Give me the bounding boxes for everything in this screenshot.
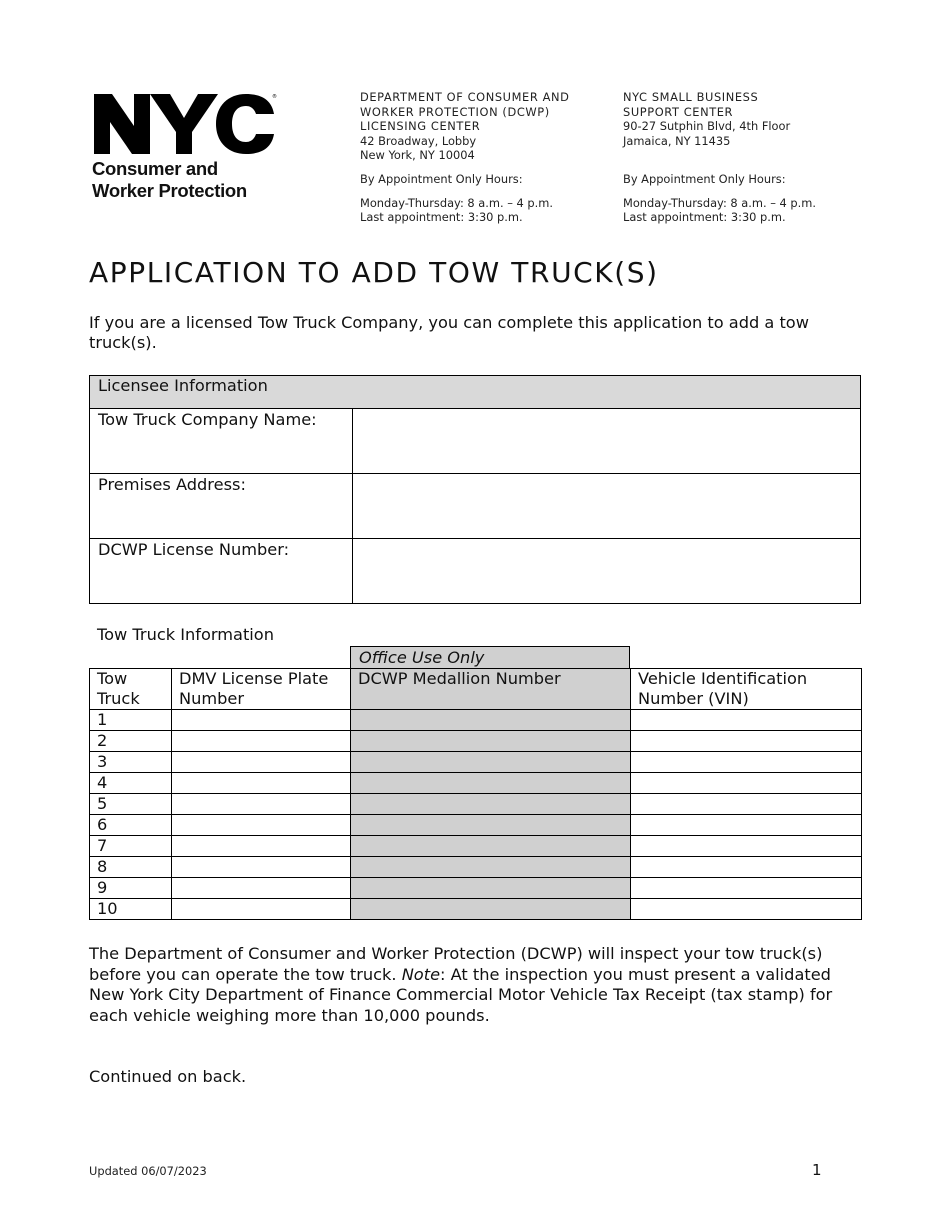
office1-name-line2: WORKER PROTECTION (DCWP)	[360, 104, 550, 119]
tow-truck-row	[90, 752, 862, 773]
tow-truck-information-label: Tow Truck Information	[97, 625, 274, 644]
company-name-label: Tow Truck Company Name:	[90, 409, 353, 474]
dmv-plate-field[interactable]	[172, 752, 351, 773]
tow-truck-row	[90, 794, 862, 815]
medallion-field	[351, 878, 631, 899]
tow-truck-row	[90, 731, 862, 752]
inspection-notice	[89, 944, 869, 1026]
row-number: 7	[90, 836, 172, 857]
row-number: 4	[90, 773, 172, 794]
row-number: 1	[90, 710, 172, 731]
dmv-plate-field[interactable]	[172, 878, 351, 899]
page-title: APPLICATION TO ADD TOW TRUCK(S)	[89, 256, 659, 289]
inspection-text-part1: The Department of Consumer and Worker Protection (DCWP) will inspect your tow truck(s) before you can operate the tow truck.	[89, 944, 823, 984]
dmv-plate-field[interactable]	[172, 773, 351, 794]
licensee-information-header: Licensee Information	[90, 376, 861, 409]
tow-truck-row	[90, 857, 862, 878]
page-number: 1	[812, 1161, 822, 1179]
medallion-field	[351, 836, 631, 857]
note-label: Note	[401, 964, 441, 984]
vin-field[interactable]	[631, 794, 862, 815]
licensee-information-table	[89, 375, 861, 604]
office1-appointment: By Appointment Only Hours:	[360, 171, 523, 186]
office2-last-appointment: Last appointment: 3:30 p.m.	[623, 210, 786, 225]
vin-field[interactable]	[631, 710, 862, 731]
nyc-dcwp-logo	[92, 92, 280, 202]
premises-address-label: Premises Address:	[90, 474, 353, 539]
row-number: 2	[90, 731, 172, 752]
svg-text:®: ®	[272, 94, 277, 100]
vin-field[interactable]	[631, 899, 862, 920]
license-number-label: DCWP License Number:	[90, 539, 353, 604]
col-vin: Vehicle Identification Number (VIN)	[631, 669, 862, 710]
office1-city: New York, NY 10004	[360, 148, 475, 163]
tow-truck-rows	[90, 710, 862, 920]
office1-hours: Monday-Thursday: 8 a.m. – 4 p.m.	[360, 195, 553, 210]
tow-truck-row	[90, 878, 862, 899]
medallion-field	[351, 752, 631, 773]
logo-line1: Consumer and	[92, 158, 218, 179]
col-dmv-plate: DMV License Plate Number	[172, 669, 351, 710]
vin-field[interactable]	[631, 878, 862, 899]
row-number: 9	[90, 878, 172, 899]
col-dcwp-medallion: DCWP Medallion Number	[351, 669, 631, 710]
dmv-plate-field[interactable]	[172, 710, 351, 731]
medallion-field	[351, 899, 631, 920]
medallion-field	[351, 815, 631, 836]
col-tow-truck: Tow Truck	[90, 669, 172, 710]
tow-truck-row	[90, 899, 862, 920]
office2-street: 90-27 Sutphin Blvd, 4th Floor	[623, 119, 791, 134]
tow-truck-row	[90, 815, 862, 836]
tow-truck-table	[89, 668, 862, 920]
row-number: 5	[90, 794, 172, 815]
office2-appointment: By Appointment Only Hours:	[623, 171, 786, 186]
dmv-plate-field[interactable]	[172, 899, 351, 920]
license-number-field[interactable]	[353, 539, 861, 604]
dmv-plate-field[interactable]	[172, 857, 351, 878]
vin-field[interactable]	[631, 731, 862, 752]
vin-field[interactable]	[631, 773, 862, 794]
inspection-text-part2: : At the inspection you must present a validated New York City Department of Finance Commercial Motor Vehicle Tax Receipt (tax stamp) for each vehicle weighing more than 10,000 pounds.	[89, 964, 833, 1025]
vin-field[interactable]	[631, 815, 862, 836]
small-business-center-address	[623, 90, 863, 225]
office1-street: 42 Broadway, Lobby	[360, 133, 477, 148]
office2-city: Jamaica, NY 11435	[623, 133, 731, 148]
licensing-center-address	[360, 90, 610, 225]
nyc-logo-mark	[92, 92, 278, 156]
row-number: 6	[90, 815, 172, 836]
updated-date: Updated 06/07/2023	[89, 1164, 207, 1178]
dmv-plate-field[interactable]	[172, 836, 351, 857]
office1-name-line3: LICENSING CENTER	[360, 119, 481, 134]
vin-field[interactable]	[631, 836, 862, 857]
tow-truck-row	[90, 836, 862, 857]
row-number: 10	[90, 899, 172, 920]
tow-truck-row	[90, 773, 862, 794]
medallion-field	[351, 773, 631, 794]
row-number: 3	[90, 752, 172, 773]
row-number: 8	[90, 857, 172, 878]
medallion-field	[351, 710, 631, 731]
vin-field[interactable]	[631, 752, 862, 773]
tow-truck-row	[90, 710, 862, 731]
intro-text: If you are a licensed Tow Truck Company, you can complete this application to add a tow truck(s).	[89, 313, 809, 352]
office1-last-appointment: Last appointment: 3:30 p.m.	[360, 210, 523, 225]
dmv-plate-field[interactable]	[172, 815, 351, 836]
office1-name-line1: DEPARTMENT OF CONSUMER AND	[360, 90, 570, 104]
medallion-field	[351, 857, 631, 878]
vin-field[interactable]	[631, 857, 862, 878]
logo-line2: Worker Protection	[92, 180, 247, 201]
dmv-plate-field[interactable]	[172, 731, 351, 752]
office2-name-line1: NYC SMALL BUSINESS	[623, 90, 759, 104]
office2-hours: Monday-Thursday: 8 a.m. – 4 p.m.	[623, 195, 816, 210]
continued-on-back: Continued on back.	[89, 1067, 247, 1086]
company-name-field[interactable]	[353, 409, 861, 474]
medallion-field	[351, 794, 631, 815]
medallion-field	[351, 731, 631, 752]
dmv-plate-field[interactable]	[172, 794, 351, 815]
office-use-only-label: Office Use Only	[350, 646, 630, 668]
premises-address-field[interactable]	[353, 474, 861, 539]
office2-name-line2: SUPPORT CENTER	[623, 104, 734, 119]
